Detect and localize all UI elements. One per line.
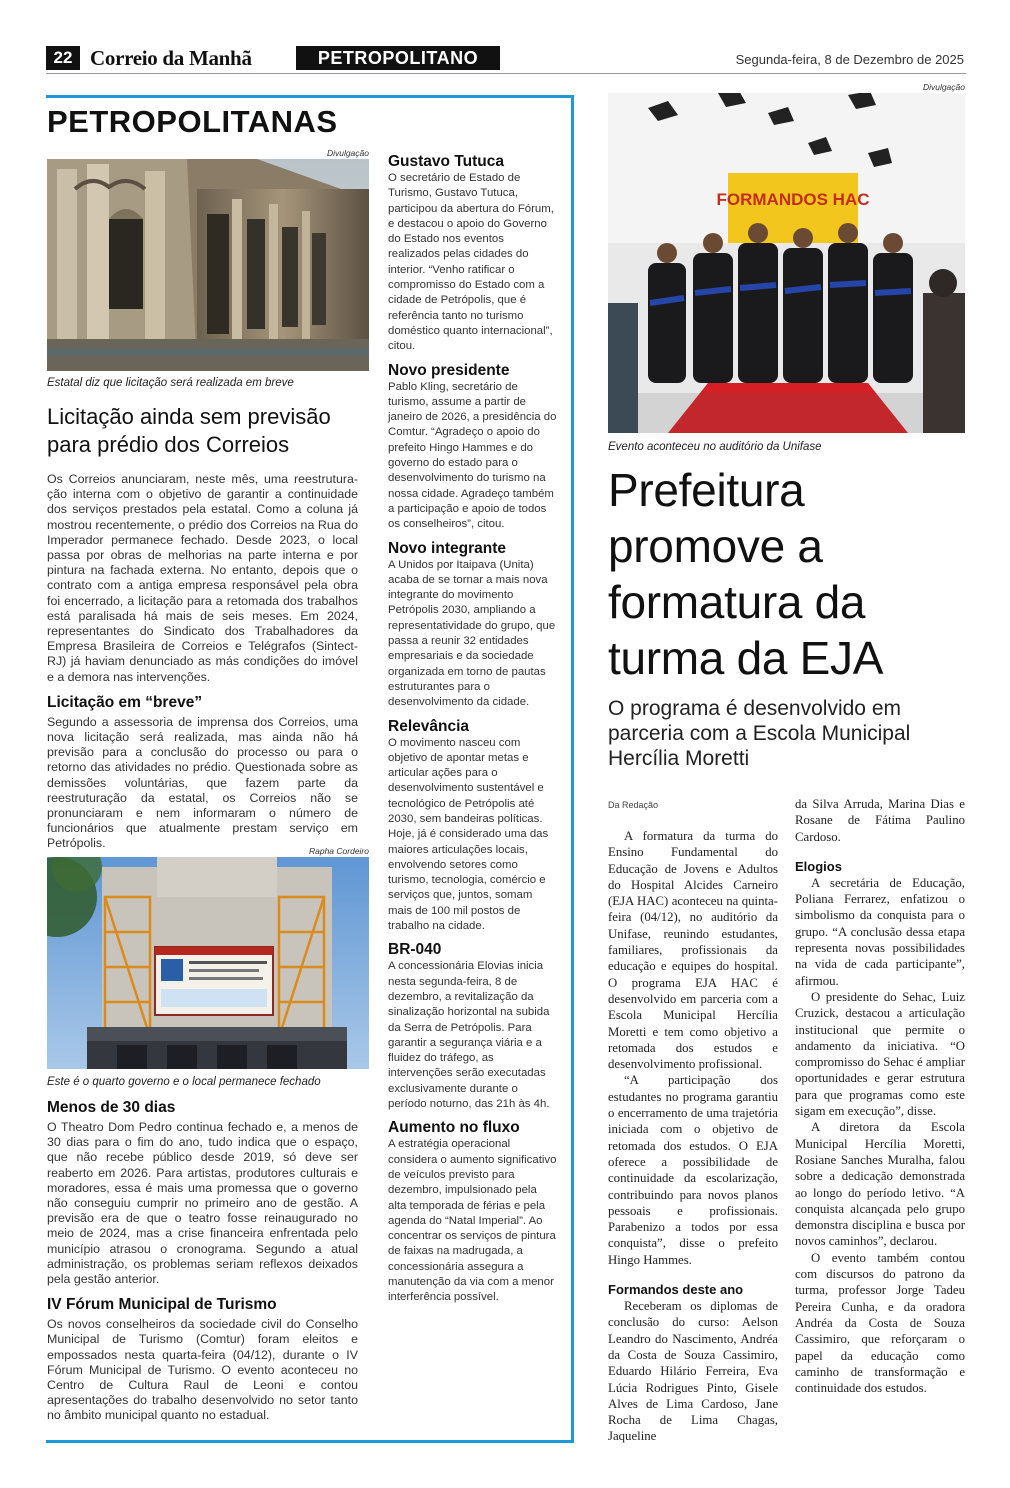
subhead-tutuca: Gustavo Tutuca [388, 153, 504, 170]
breve-text: Segundo a assessoria de imprensa dos Correios, uma nova licitação será realizada, mas ainda não há previsão para a conclusão do processo ou para o retorno das atividades no prédio. Questionada sobre as demissões voluntárias, que fazem parte da reestruturação da estatal, os Correios não se pronunciaram e nem informaram o número de funcionários que atualmente prestam serviço em Petrópolis. [47, 714, 358, 851]
text-fluxo: A estratégia operacional considera o aumento significativo de veículos previsto para dezembro, impulsionado pela alta temporada de férias e pela agenda do “Natal Imperial”. Ao concentrar os serviços de pintura de faixas na madrugada, a concessionária assegura a manutenção da via com a menor interferência possível. [388, 1138, 557, 1304]
text-relevancia: O movimento nasceu com objetivo de apontar metas e articular ações para o desenvolvimento sustentável e tecnológico de Petrópolis até 2030, sem bandeiras políticas. Hoje, já é considerado uma das maiores articulações locais, envolvendo setores como turismo, tecnologia, comércio e serviços que, juntos, somam mais de 100 mil postos de trabalho na cidade. [388, 736, 549, 933]
subhead-relevancia: Relevância [388, 717, 469, 735]
column-right-text [388, 152, 558, 1306]
column-left-text [47, 472, 358, 852]
subhead-30dias: Menos de 30 dias [47, 1099, 176, 1116]
date-line: Segunda-feira, 8 de Dezembro de 2025 [735, 52, 964, 67]
subhead-forum: IV Fórum Municipal de Turismo [47, 1296, 277, 1314]
text-forum: Os novos conselheiros da sociedade civil do Conselho Municipal de Turismo (Comtur) foram eleitos e empossados nesta quarta-feira (04/12), durante o IV Fórum Municipal de Turismo. O evento aconteceu no Centro de Cultura Raul de Leoni e contou apresentações do trabalho desenvolvido no setor tanto no âmbito municipal quanto no estadual. [47, 1317, 358, 1423]
feature-paragraph: “A participação dos estudantes no programa garantiu o encerramento de uma trajetória iniciada com o objetivo de retomada dos estudos. O EJA oferece a possibilidade de continuidade da escolarização, contribuindo para novos planos pessoais e profissionais. Parabenizo a todos por essa conquista”, disse o prefeito Hingo Hammes. [608, 1073, 778, 1267]
photo-caption: Evento aconteceu no auditório da Unifase [608, 441, 822, 453]
page-number: 22 [46, 46, 80, 70]
intro-text: Os Correios anunciaram, neste mês, uma reestrutura-ção interna com o objetivo de garantir a continuidade dos serviços prestados pela estatal. Como a coluna já mostrou recentemente, o prédio dos Correios na Rua do Imperador permanece fechado. Desde 2023, o local passa por obras de melhorias na parte interna e por pintura na fachada externa. No entanto, depois que o contrato com a antiga empresa responsável pela obra foi encerrado, a licitação para a retomada dos trabalhos está paralisada há mais de seis meses. Em 2024, representantes do Sindicato dos Trabalhadores da Empresa Brasileira de Correios e Telégrafos (Sintect-RJ) já haviam denunciado as más condições do imóvel e a demora nas intervenções. [47, 472, 358, 684]
column-border-bottom [46, 1440, 574, 1443]
text-30dias: O Theatro Dom Pedro continua fechado e, a menos de 30 dias para o fim do ano, tudo indica que o espaço, que não recebe público desde 2019, só deve ser reaberto em 2026. Para artistas, produtores culturais e moradores, essa é mais uma promessa que o governo não conseguiu cumprir no primeiro ano de gestão. A previsão era de que o teatro fosse reinaugurado no meio de 2024, mas a crise financeira enfrentada pelo município atrasou o cronograma. Segundo a atual administração, os problemas seriam reflexos deixados pela gestão anterior. [47, 1120, 358, 1287]
column-left-text-lower [47, 1098, 358, 1424]
feature-headline: Prefeitura promove a formatura da turma da EJA [608, 464, 884, 684]
feature-deck: O programa é desenvolvido em parceria com a Escola Municipal Hercília Moretti [608, 697, 911, 770]
text-presidente: Pablo Kling, secretário de turismo, assume a partir de janeiro de 2026, a presidência do Comtur. “Agradeço o apoio do prefeito Hingo Hammes e do governo do estado para o desenvolvimento do turismo na nossa cidade. Agradeço também a participação e apoio de todos os conselheiros”, citou. [388, 380, 557, 531]
banner-text: FORMANDOS HAC [716, 190, 870, 209]
subhead-br040: BR-040 [388, 941, 442, 959]
feature-column-2 [795, 796, 965, 1396]
subhead-presidente: Novo presidente [388, 361, 510, 379]
subhead-integrante: Novo integrante [388, 539, 506, 557]
byline: Da Redação [608, 800, 659, 810]
masthead-logo: Correio da Manhã [90, 46, 252, 70]
subhead-breve: Licitação em “breve” [47, 693, 203, 711]
feature-paragraph: A secretária de Educação, Poliana Ferrarez, enfatizou o simbolismo da conquista para o grupo. “A conclusão dessa etapa representa novas possibilidades na vida de cada participante”, afirmou. [795, 875, 965, 988]
text-tutuca: O secretário de Estado de Turismo, Gustavo Tutuca, participou da abertura do Fórum, e destacou o apoio do Governo do Estado nos eventos realizados pelas cidades do interior. “Venho ratificar o compromisso do Estado com a cidade de Petrópolis, que é referência tanto no turismo doméstico quanto internacional”, citou. [388, 172, 554, 353]
column-border-top [46, 95, 574, 98]
feature-paragraph: A formatura da turma do Ensino Fundamental do Educação de Jovens e Adultos do Hospital Alcides Carneiro (EJA HAC) aconteceu na quinta-feira (04/12), no auditório da Unifase, reunindo estudantes, familiares, profissionais da educação e equipes do hospital. O programa EJA HAC é desenvolvido em parceria com a Escola Municipal Hercília Moretti e tem como objetivo a retomada dos estudos e desenvolvimento profissional. [608, 829, 778, 1072]
photo-credit: Divulgação [922, 82, 965, 92]
feature-paragraph: O evento também contou com discursos do patrono da turma, professor Jorge Tadeu Pereira Cunha, e da oradora Andréa da Costa de Souza Cassimiro, que reforçaram o papel da educação como caminho de transformação e continuidade dos estudos. [795, 1250, 965, 1396]
column-title: PETROPOLITANAS [47, 104, 338, 139]
correios-building-photo [47, 159, 369, 371]
section-label: PETROPOLITANO [296, 46, 500, 70]
header-rule [46, 73, 966, 74]
text-br040: A concessionária Elovias inicia nesta segunda-feira, 8 de dezembro, a revitalização da sinalização horizontal na subida da Serra de Petrópolis. Para garantir a segurança viária e a fluidez do tráfego, as intervenções serão executadas exclusivamente durante o período noturno, das 21h às 4h. [388, 960, 550, 1111]
feature-paragraph: Receberam os diplomas de conclusão do curso: Aelson Leandro do Nascimento, Andréa da Costa de Souza Cassimiro, Eduardo Hilário Ferreira, Eva Lúcia Rodrigues Pinto, Gisele Alves de Lima Cardoso, Jane Rocha de Lima Chagas, Jaqueline [608, 1299, 778, 1444]
feature-paragraph: A diretora da Escola Municipal Hercília Moretti, Rosiane Sanches Muralha, falou sobre a dedicação demonstrada ao longo do período letivo. “A conquista alcançada pelo grupo demonstra disciplina e busca por novos caminhos”, declarou. [795, 1120, 965, 1249]
subhead-fluxo: Aumento no fluxo [388, 1119, 520, 1137]
graduation-photo [608, 93, 965, 433]
photo-caption: Estatal diz que licitação será realizada em breve [47, 377, 294, 389]
photo-credit: Rapha Cordeiro [308, 846, 369, 856]
subhead-formandos: Formandos deste ano [608, 1282, 744, 1298]
article-headline: Licitação ainda sem previsão para prédio dos Correios [47, 404, 331, 457]
column-border-right [571, 95, 574, 1443]
feature-paragraph: da Silva Arruda, Marina Dias e Rosane de Fátima Paulino Cardoso. [795, 797, 965, 844]
theatro-dom-pedro-photo [47, 857, 369, 1069]
feature-column-1 [608, 828, 778, 1445]
photo-credit: Divulgação [326, 148, 369, 158]
photo-caption: Este é o quarto governo e o local permanece fechado [47, 1076, 321, 1088]
subhead-elogios: Elogios [795, 858, 842, 874]
feature-paragraph: O presidente do Sehac, Luiz Cruzick, destacou a articulação institucional que permite o andamento da iniciativa. “O compromisso do Sehac é ampliar oportunidades e gerar estrutura para que programas como este sigam em execução”, disse. [795, 989, 965, 1119]
text-integrante: A Unidos por Itaipava (Unita) acaba de se tornar a mais nova integrante do movimento Petrópolis 2030, ampliando a representatividade do grupo, que passa a reunir 32 entidades empresariais e da sociedade organizada em torno de pautas estruturantes para o desenvolvimento da cidade. [388, 558, 556, 709]
